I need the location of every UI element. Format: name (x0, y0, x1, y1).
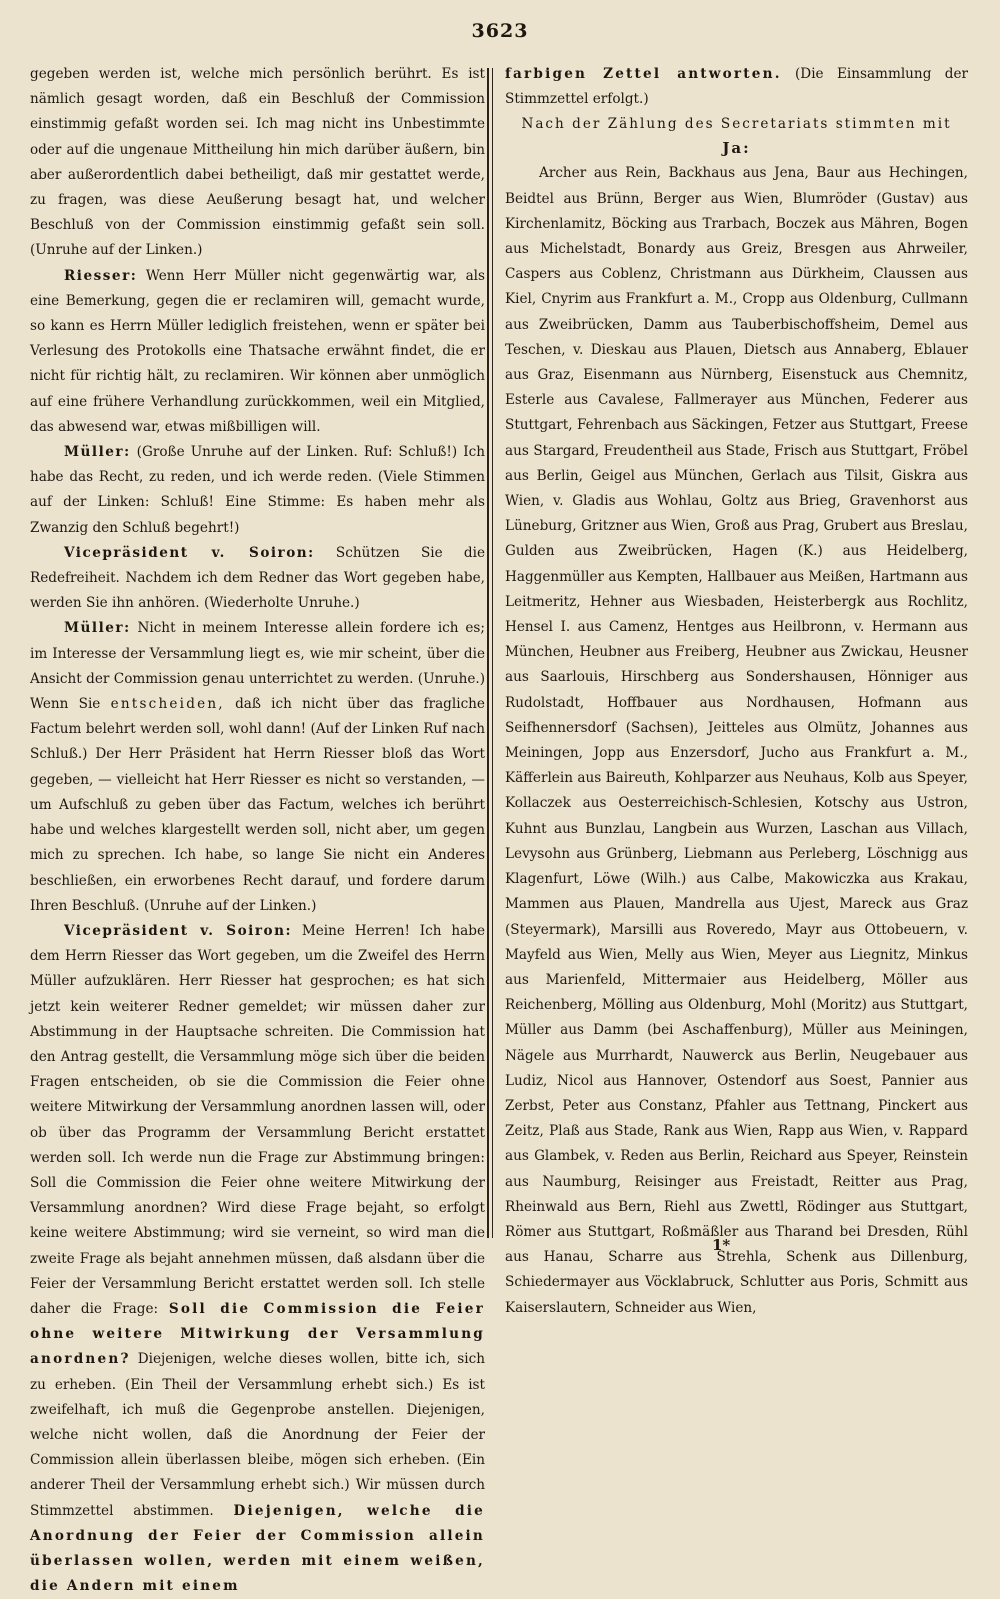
voting-question: Soll die Commission die Feier ohne weitere Mitwirkung der Versammlung anordnen? (30, 1300, 485, 1368)
right-column (505, 62, 968, 1321)
paragraph-soiron-2: Vicepräsident v. Soiron: Meine Herren! Ich habe dem Herrn Riesser das Wort gegeben, um die Zweifel des Herrn Müller aufzuklären. Herr Riesser hat gesprochen; es hat sich jetzt kein weiterer Redner gemeldet; wir müssen daher zur Abstimmung in der Hauptsache schreiten. Die Commission hat den Antrag gestellt, die Versammlung möge sich über die beiden Fragen entscheiden, ob sie die Commission die Feier ohne weitere Mitwirkung der Versammlung anordnen lassen will, oder ob über das Programm der Versammlung Bericht erstattet werden soll. Ich werde nun die Frage zur Abstimmung bringen: Soll die Commission die Feier ohne weitere Mitwirkung der Versammlung anordnen? Wird diese Frage bejaht, so erfolgt keine weitere Abstimmung; wird sie verneint, so wird man die zweite Frage als bejaht annehmen müssen, daß alsdann über die Feier der Versammlung Bericht erstattet werden soll. Ich stelle daher die Frage: Soll die Commission die Feier ohne weitere Mitwirkung der Versammlung anordnen? Diejenigen, welche dieses wollen, bitte ich, sich zu erheben. (Ein Theil der Versammlung erhebt sich.) Es ist zweifelhaft, ich muß die Gegenprobe anstellen. Diejenigen, welche nicht wollen, daß die Anordnung der Feier der Commission allein überlassen bleibe, mögen sich erheben. (Ein anderer Theil der Versammlung erhebt sich.) Wir müssen durch Stimmzettel abstimmen. Diejenigen, welche die Anordnung der Feier der Commission allein überlassen wollen, werden mit einem weißen, die Andern mit einem (30, 922, 486, 1595)
paragraph-soiron-1: Vicepräsident v. Soiron: Schützen Sie die Redefreiheit. Nachdem ich dem Redner das Wort gegeben habe, werden Sie ihn anhören. (Wiederholte Unruhe.) (30, 544, 485, 612)
speaker-name: Vicepräsident v. Soiron: (64, 922, 292, 939)
paragraph-mueller-continued: gegeben werden ist, welche mich persönlich berührt. Es ist nämlich gesagt worden, daß ein Beschluß der Commission einstimmig gefaßt worden sei. Ich mag nicht ins Unbestimmte oder auf die ungenaue Mittheilung hin mich darüber äußern, bin aber außerordentlich dabei betheiligt, daß mir gestattet werde, zu fragen, was diese Aeußerung besagt hat, und welcher Beschluß von der Commission einstimmig gefaßt sein soll. (Unruhe auf der Linken.) (30, 66, 485, 259)
sheet-signature: 1* (712, 1236, 731, 1254)
paragraph-mueller-2: Müller: Nicht in meinem Interesse allein fordere ich es; im Interesse der Versammlung liegt es, wie mir scheint, über die Ansicht der Commission genau unterrichtet zu werden. (Unruhe.) Wenn Sie entscheiden, daß ich nicht über das fragliche Factum belehrt werden soll, wohl dann! (Auf der Linken Ruf nach Schluß.) Der Herr Präsident hat Herrn Riesser bloß das Wort gegeben, — vielleicht hat Herr Riesser es nicht so verstanden, — um Aufschluß zu geben über das Factum, welches ich berührt habe und welches klargestellt werden soll, nicht aber, um gegen mich zu sprechen. Ich habe, so lange Sie nicht ein Anderes beschließen, ein erworbenes Recht darauf, und fordere darum Ihren Beschluß. (Unruhe auf der Linken.) (30, 620, 485, 914)
yes-voters-list: Archer aus Rein, Backhaus aus Jena, Baur aus Hechingen, Beidtel aus Brünn, Berger aus Wien, Blumröder (Gustav) aus Kirchenlamitz, Böcking aus Trarbach, Boczek aus Mähren, Bogen aus Michelstadt, Bonardy aus Greiz, Bresgen aus Ahrweiler, Caspers aus Coblenz, Christmann aus Dürkheim, Claussen aus Kiel, Cnyrim aus Frankfurt a. M., Cropp aus Oldenburg, Cullmann aus Zweibrücken, Damm aus Tauberbischoffsheim, Demel aus Teschen, v. Dieskau aus Plauen, Dietsch aus Annaberg, Eblauer aus Graz, Eisenmann aus Nürnberg, Eisenstuck aus Chemnitz, Esterle aus Cavalese, Fallmerayer aus München, Federer aus Stuttgart, Fehrenbach aus Säckingen, Fetzer aus Stuttgart, Freese aus Stargard, Freudentheil aus Stade, Frisch aus Stuttgart, Fröbel aus Berlin, Geigel aus München, Gerlach aus Tilsit, Giskra aus Wien, v. Gladis aus Wohlau, Goltz aus Brieg, Gravenhorst aus Lüneburg, Gritzner aus Wien, Groß aus Prag, Grubert aus Breslau, Gulden aus Zweibrücken, Hagen (K.) aus Heidelberg, Haggenmüller aus Kempten, Hallbauer aus Meißen, Hartmann aus Leitmeritz, Hehner aus Wiesbaden, Heisterbergk aus Rochlitz, Hensel I. aus Camenz, Hentges aus Heilbronn, v. Hermann aus München, Heubner aus Freiberg, Heubner aus Zwickau, Heusner aus Saarlouis, Hirschberg aus Sondershausen, Hönniger aus Rudolstadt, Hoffbauer aus Nordhausen, Hofmann aus Seifhennersdorf (Sachsen), Jeitteles aus Olmütz, Johannes aus Meiningen, Jopp aus Enzersdorf, Jucho aus Frankfurt a. M., Käfferlein aus Baireuth, Kohlparzer aus Neuhaus, Kolb aus Speyer, Kollaczek aus Oesterreichisch-Schlesien, Kotschy aus Ustron, Kuhnt aus Bunzlau, Langbein aus Wurzen, Laschan aus Villach, Levysohn aus Grünberg, Liebmann aus Perleberg, Löschnigg aus Klagenfurt, Löwe (Wilh.) aus Calbe, Makowiczka aus Krakau, Mammen aus Plauen, Mandrella aus Ujest, Mareck aus Graz (Steyermark), Marsilli aus Roveredo, Mayr aus Ottobeuern, v. Mayfeld aus Wien, Melly aus Wien, Meyer aus Liegnitz, Minkus aus Marienfeld, Mittermaier aus Heidelberg, Möller aus Reichenberg, Mölling aus Oldenburg, Mohl (Moritz) aus Stuttgart, Müller aus Damm (bei Aschaffenburg), Müller aus Meiningen, Nägele aus Murrhardt, Nauwerck aus Berlin, Neugebauer aus Ludiz, Nicol aus Hannover, Ostendorf aus Soest, Pannier aus Zerbst, Peter aus Constanz, Pfahler aus Tettnang, Pinckert aus Zeitz, Plaß aus Stade, Rank aus Wien, Rapp aus Wien, v. Rappard aus Glambek, v. Reden aus Berlin, Reichard aus Speyer, Reinstein aus Naumburg, Reisinger aus Freistadt, Reitter aus Prag, Rheinwald aus Bern, Riehl aus Zwettl, Rödinger aus Stuttgart, Römer aus Stuttgart, Roßmäßler aus Tharand bei Dresden, Rühl aus Hanau, Scharre aus Strehla, Schenk aus Dillenburg, Schiedermayer aus Vöcklabruck, Schlutter aus Poris, Schmitt aus Kaiserslautern, Schneider aus Wien, (505, 165, 968, 1316)
speaker-name: Riesser: (64, 267, 138, 284)
paragraph-continuation: farbigen Zettel antworten. (Die Einsammlung der Stimmzettel erfolgt.) (505, 66, 968, 108)
speaker-name: Vicepräsident v. Soiron: (64, 544, 315, 561)
speaker-name: Müller: (64, 444, 131, 461)
left-column (30, 62, 485, 1599)
page-number: 3623 (471, 20, 529, 42)
column-divider-thin (492, 68, 493, 1238)
voting-instruction: Diejenigen, welche die Anordnung der Feier der Commission allein überlassen wollen, werden mit einem weißen, die Andern mit einem (30, 1502, 486, 1595)
column-divider (487, 68, 489, 1238)
paragraph-riesser: Riesser: Wenn Herr Müller nicht gegenwärtig war, als eine Bemerkung, gegen die er reclamiren will, gemacht wurde, so kann es Herrn Müller lediglich freistehen, wenn er später bei Verlesung des Protokolls eine Thatsache erwähnt findet, die er nicht für richtig hält, zu reclamiren. Wir können aber unmöglich auf eine frühere Verhandlung zurückkommen, weil ein Mitglied, das abwesend war, etwas mißbilligen will. (30, 267, 486, 435)
vote-heading: Nach der Zählung des Secretariats stimmten mit Ja: (521, 116, 952, 158)
speaker-name: Müller: (64, 620, 131, 637)
paragraph-mueller-1: Müller: (Große Unruhe auf der Linken. Ruf: Schluß!) Ich habe das Recht, zu reden, und ich werde reden. (Viele Stimmen auf der Linken: Schluß! Eine Stimme: Es haben mehr als Zwanzig den Schluß begehrt!) (30, 444, 485, 536)
vote-yes-label: Ja: (722, 139, 751, 158)
